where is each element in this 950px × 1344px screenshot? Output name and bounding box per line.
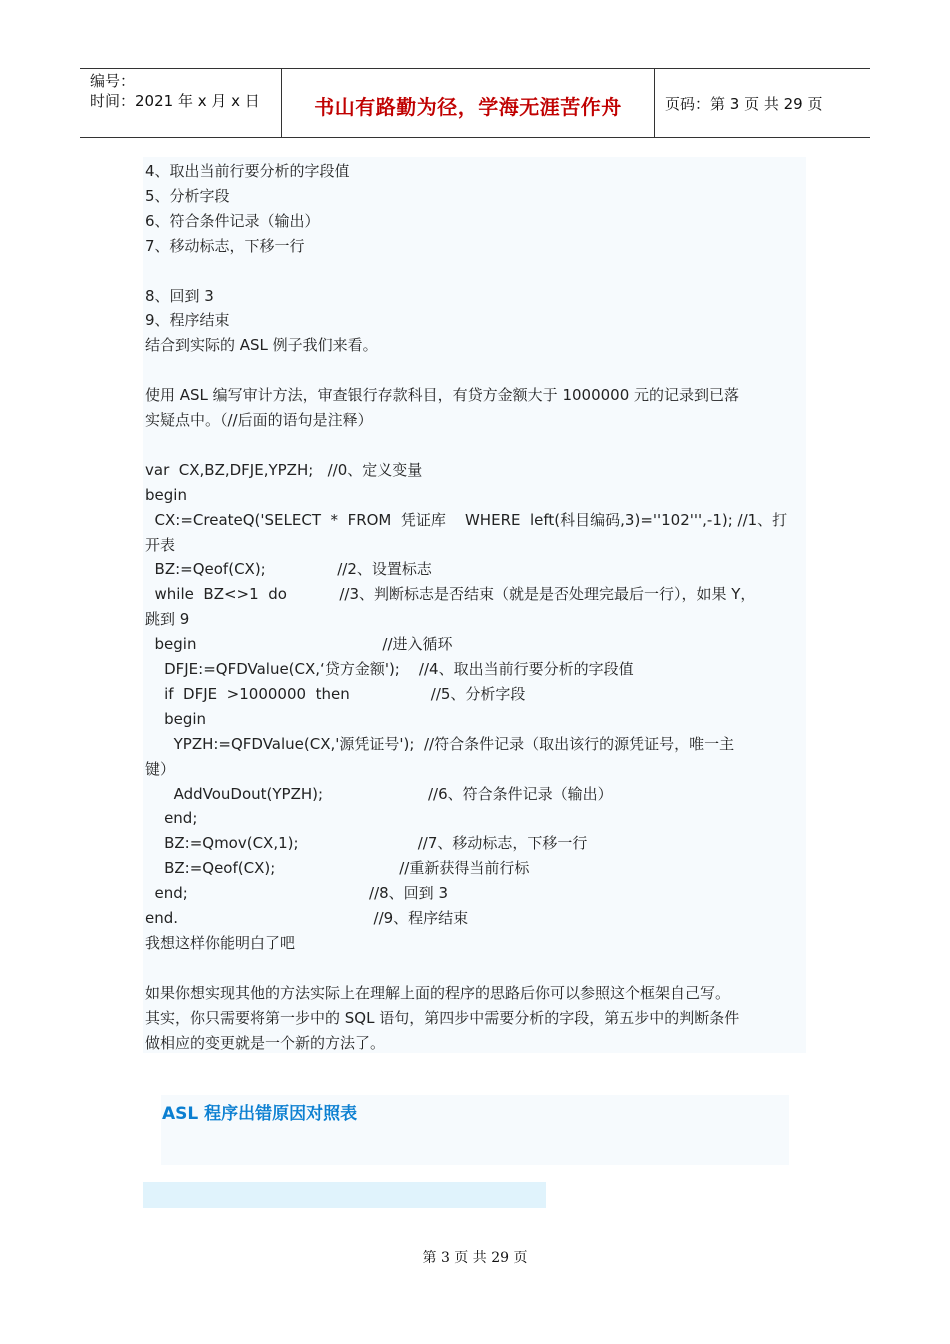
text-line: 5、分析字段: [145, 186, 230, 205]
text-line: 我想这样你能明白了吧: [145, 933, 296, 952]
text-line: 结合到实际的 ASL 例子我们来看。: [145, 336, 378, 355]
section-heading: ASL 程序出错原因对照表: [162, 1104, 358, 1124]
text-line: AddVouDout(YPZH); //6、符合条件记录（输出）: [145, 784, 613, 803]
text-line: DFJE:=QFDValue(CX,‘贷方金额'); //4、取出当前行要分析的字段值: [145, 660, 634, 678]
text-line: if DFJE >1000000 then //5、分析字段: [145, 684, 526, 703]
text-line: 跳到 9: [145, 610, 190, 629]
text-line: 7、移动标志，下移一行: [145, 236, 305, 255]
text-line: end;: [145, 809, 198, 828]
text-line: begin: [145, 485, 187, 504]
text-line: begin //进入循环: [145, 635, 453, 654]
text-line: 6、符合条件记录（输出）: [145, 211, 320, 230]
text-line: BZ:=Qeof(CX); //重新获得当前行标: [145, 859, 530, 878]
text-line: begin: [145, 709, 207, 728]
text-line: 使用 ASL 编写审计方法，审查银行存款科目，有贷方金额大于 1000000 元的记录到已落: [145, 386, 740, 405]
number-label: 编号：: [90, 72, 136, 90]
text-line: 键）: [145, 759, 176, 778]
text-line: while BZ<>1 do //3、判断标志是否结束（就是是否处理完最后一行），如果 Y，: [145, 585, 756, 604]
text-line: 9、程序结束: [145, 311, 230, 330]
text-line: YPZH:=QFDValue(CX,'源凭证号'); //符合条件记录（取出该行的源凭证号，唯一主: [145, 734, 735, 753]
text-line: 8、回到 3: [145, 286, 214, 305]
header-page-info: 页码：第 3 页 共 29 页: [665, 95, 823, 113]
text-line: 如果你想实现其他的方法实际上在理解上面的程序的思路后你可以参照这个框架自己写。: [145, 983, 731, 1002]
page-header: [80, 68, 870, 138]
text-line: end; //8、回到 3: [145, 884, 448, 903]
header-motto: 书山有路勤为径，学海无涯苦作舟: [314, 95, 622, 119]
page-footer: 第 3 页 共 29 页: [422, 1250, 528, 1266]
header-meta: [90, 71, 260, 111]
section-heading-box: [161, 1095, 789, 1165]
time-label: 时间：2021 年 x 月 x 日: [90, 92, 260, 110]
text-line: CX:=CreateQ('SELECT * FROM 凭证库 WHERE left(科目编码,3)=''102''',-1); //1、打: [145, 510, 788, 529]
body-text-block: [143, 157, 806, 1053]
text-line: 4、取出当前行要分析的字段值: [145, 162, 350, 180]
text-line: end. //9、程序结束: [145, 909, 469, 927]
text-line: var CX,BZ,DFJE,YPZH; //0、定义变量: [145, 460, 423, 479]
text-line: 其实，你只需要将第一步中的 SQL 语句，第四步中需要分析的字段，第五步中的判断条件: [145, 1008, 740, 1027]
text-line: 开表: [145, 535, 176, 554]
highlight-bar: [143, 1182, 546, 1208]
header-divider: [654, 69, 655, 137]
text-line: BZ:=Qmov(CX,1); //7、移动标志，下移一行: [145, 834, 588, 853]
text-line: 做相应的变更就是一个新的方法了。: [145, 1033, 386, 1052]
text-line: BZ:=Qeof(CX); //2、设置标志: [145, 560, 432, 579]
text-line: 实疑点中。（//后面的语句是注释）: [145, 411, 373, 429]
